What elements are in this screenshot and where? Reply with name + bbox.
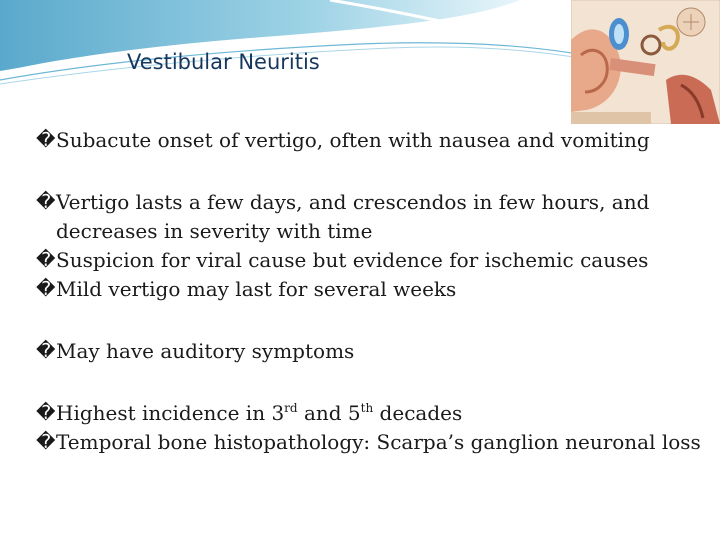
bullet-item: � Highest incidence in 3rd and 5th decades <box>36 399 720 428</box>
bullet-glyph: � <box>36 129 56 151</box>
bullet-item: � Temporal bone histopathology: Scarpa’s ganglion neuronal loss <box>36 428 720 457</box>
bullet-list <box>36 126 720 457</box>
bullet-continuation: decreases in severity with time <box>56 219 373 243</box>
bullet-glyph: � <box>36 402 56 424</box>
bullet-item: � May have auditory symptoms <box>36 337 720 366</box>
bullet-item: � Mild vertigo may last for several weeks <box>36 275 720 304</box>
bullet-glyph: � <box>36 191 56 213</box>
bullet-item: � Subacute onset of vertigo, often with nausea and vomiting <box>36 126 720 155</box>
ear-anatomy-illustration <box>571 0 720 124</box>
slide-title: Vestibular Neuritis <box>127 50 320 74</box>
bullet-item: � Suspicion for viral cause but evidence for ischemic causes <box>36 246 720 275</box>
bullet-glyph: � <box>36 431 56 453</box>
bullet-glyph: � <box>36 249 56 271</box>
bullet-item: � Vertigo lasts a few days, and crescendos in few hours, and <box>36 188 720 217</box>
bullet-glyph: � <box>36 340 56 362</box>
bullet-glyph: � <box>36 278 56 300</box>
